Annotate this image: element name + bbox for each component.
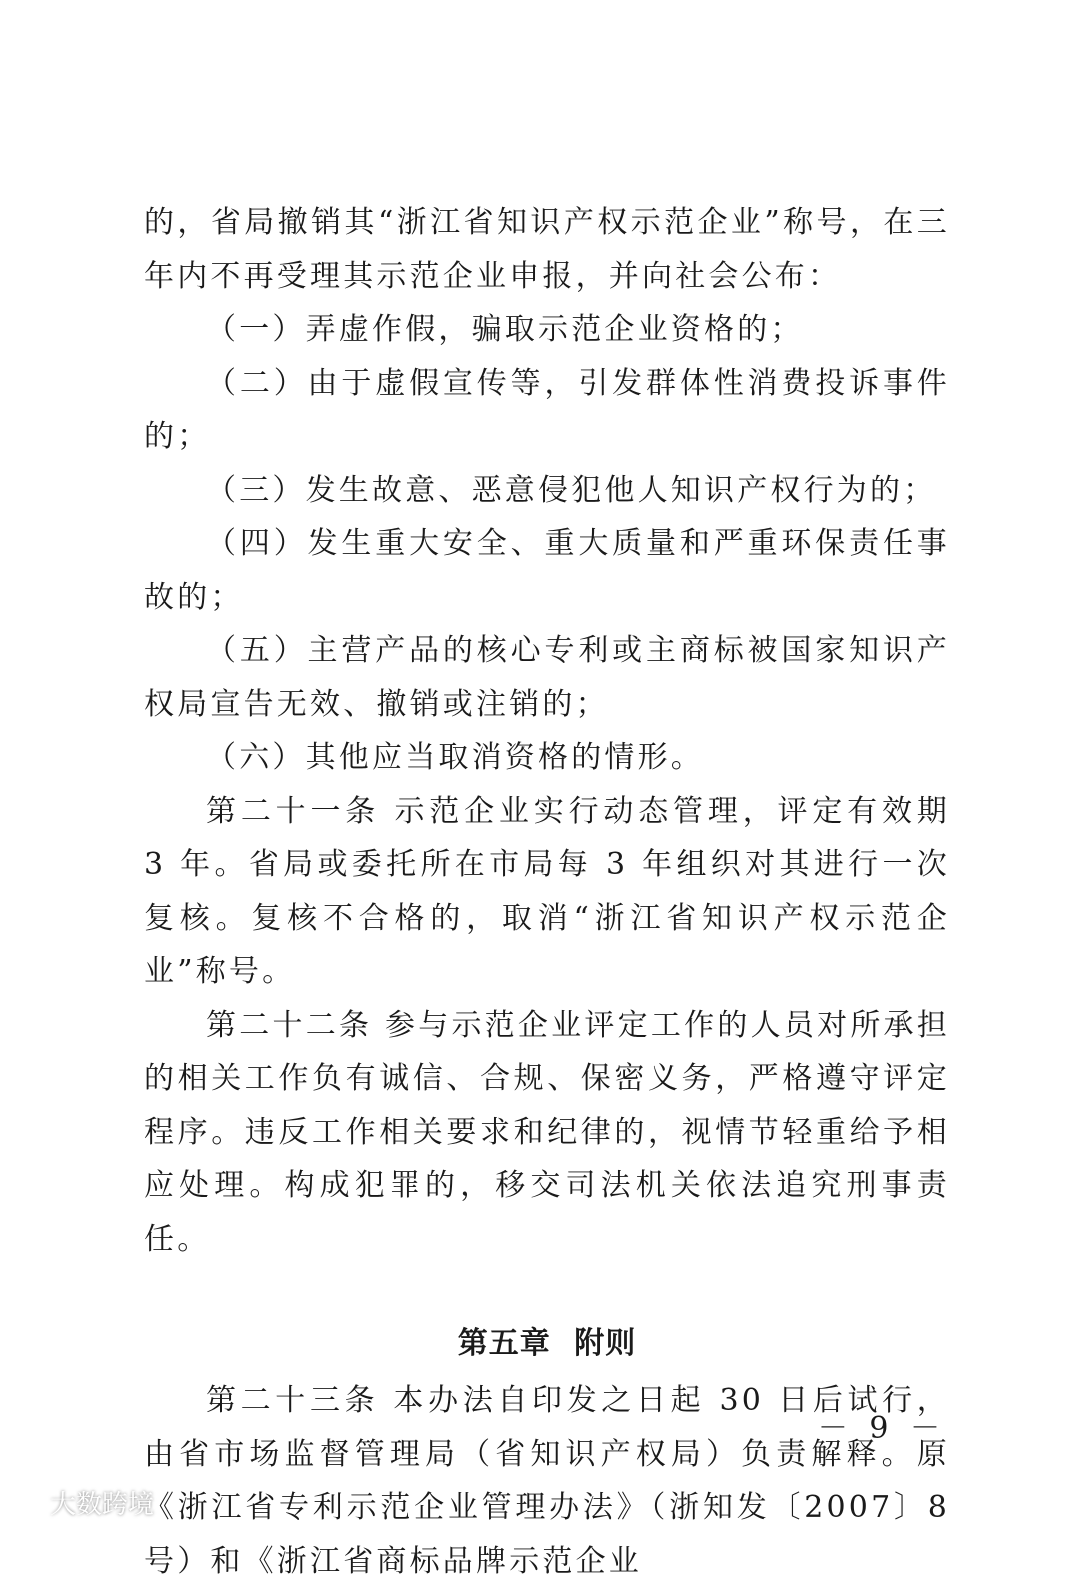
article-22: 第二十二条 参与示范企业评定工作的人员对所承担的相关工作负有诚信、合规、保密义务，严格遵守评定程序。违反工作相关要求和纪律的，视情节轻重给予相应处理。构成犯罪的，移交司法机关依法追究刑事责任。 — [144, 1007, 950, 1257]
weibo-eye-logo-icon — [10, 1490, 44, 1516]
page-number: － 9 － — [817, 1411, 946, 1446]
article-23: 第二十三条 本办法自印发之日起 30 日后试行，由省市场监督管理局（省知识产权局）负责解释。原《浙江省专利示范企业管理办法》（浙知发〔2007〕8 号）和《浙江省商标品牌示范企业 — [144, 1383, 950, 1579]
list-item-4: （四）发生重大安全、重大质量和严重环保责任事故的； — [144, 526, 950, 615]
list-item-2: （二）由于虚假宣传等，引发群体性消费投诉事件的； — [144, 365, 950, 454]
watermark — [10, 1484, 154, 1521]
watermark-text: 大数跨境 — [50, 1490, 155, 1520]
list-item-5: （五）主营产品的核心专利或主商标被国家知识产权局宣告无效、撤销或注销的； — [144, 633, 950, 722]
chapter-heading: 第五章 附则 — [457, 1326, 637, 1361]
document-body — [144, 196, 950, 1588]
paragraph-continuation: 的，省局撤销其“浙江省知识产权示范企业”称号，在三年内不再受理其示范企业申报，并向社会公布： — [144, 205, 950, 294]
list-item-1: （一）弄虚作假，骗取示范企业资格的； — [206, 312, 804, 347]
article-21: 第二十一条 示范企业实行动态管理，评定有效期 3 年。省局或委托所在市局每 3 年组织对其进行一次复核。复核不合格的，取消“浙江省知识产权示范企业”称号。 — [144, 793, 950, 989]
list-item-6: （六）其他应当取消资格的情形。 — [206, 740, 704, 775]
list-item-3: （三）发生故意、恶意侵犯他人知识产权行为的； — [206, 472, 937, 508]
